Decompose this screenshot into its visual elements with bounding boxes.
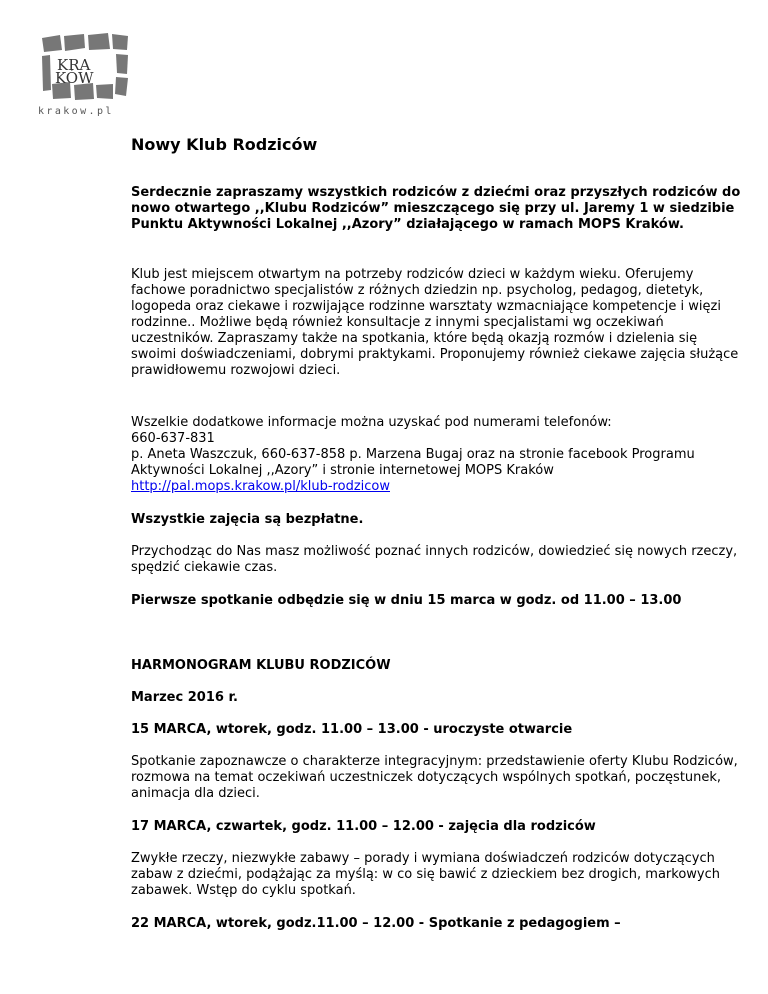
event-1-description: Spotkanie zapoznawcze o charakterze integracyjnym: przedstawienie oferty Klubu Rodziców, rozmowa na temat oczekiwań uczestniczek dotyczących wspólnych spotkań, poczęstunek, animacja dla dzieci. bbox=[131, 754, 738, 801]
about-paragraph: Klub jest miejscem otwartym na potrzeby rodziców dzieci w każdym wieku. Oferujemy fachowe poradnictwo specjalistów z różnych dziedzin np. psycholog, pedagog, dietetyk, logopeda oraz ciekawe i rozwijające rodzinne warsztaty wzmacniające kompetencje i więzi rodzinne.. Możliwe będą również konsultacje z innymi specjalistami wg oczekiwań uczestników. Zapraszamy także na spotkania, które będą okazją rozmów i dzielenia się swoimi doświadczeniami, dobrymi praktykami. Proponujemy również ciekawe zajęcia służące prawidłowemu rozwojowi dzieci. bbox=[131, 267, 739, 378]
krakow-logo bbox=[38, 30, 130, 122]
schedule-month: Marzec 2016 r. bbox=[131, 690, 238, 705]
schedule-heading: HARMONOGRAM KLUBU RODZICÓW bbox=[131, 658, 391, 673]
intro-paragraph: Serdecznie zapraszamy wszystkich rodziców z dziećmi oraz przyszłych rodziców do nowo otwartego ,,Klubu Rodziców” mieszczącego się przy ul. Jaremy 1 w siedzibie Punktu Aktywności Lokalnej ,,Azory” działającego w ramach MOPS Kraków. bbox=[131, 185, 741, 232]
logo-url: krakow.pl bbox=[38, 106, 114, 117]
event-2-description: Zwykłe rzeczy, niezwykłe zabawy – porady i wymiana doświadczeń rodziców dotyczących zabaw z dziećmi, podążając za myślą: w co się bawić z dzieckiem bez drogich, markowych zabawek. Wstęp do cyklu spotkań. bbox=[131, 851, 720, 898]
event-3-title: 22 MARCA, wtorek, godz.11.00 – 12.00 - Spotkanie z pedagogiem – bbox=[131, 916, 621, 931]
benefits-paragraph: Przychodząc do Nas masz możliwość poznać innych rodziców, dowiedzieć się nowych rzeczy, spędzić ciekawie czas. bbox=[131, 544, 738, 575]
page-title: Nowy Klub Rodziców bbox=[131, 135, 318, 154]
contact-line-1: Wszelkie dodatkowe informacje można uzyskać pod numerami telefonów: bbox=[131, 415, 612, 430]
krakow-logo-mark bbox=[38, 30, 130, 102]
first-meeting-note: Pierwsze spotkanie odbędzie się w dniu 15 marca w godz. od 11.00 – 13.00 bbox=[131, 593, 682, 608]
contact-line-3: p. Aneta Waszczuk, 660-637-858 p. Marzena Bugaj oraz na stronie facebook Programu Aktywności Lokalnej ,,Azory” i stronie internetowej MOPS Kraków bbox=[131, 447, 695, 478]
event-2-title: 17 MARCA, czwartek, godz. 11.00 – 12.00 - zajęcia dla rodziców bbox=[131, 819, 596, 834]
free-classes-note: Wszystkie zajęcia są bezpłatne. bbox=[131, 512, 364, 527]
logo-word-kow: KÓW bbox=[55, 69, 94, 87]
contact-phone: 660-637-831 bbox=[131, 431, 215, 446]
contact-paragraph bbox=[131, 415, 743, 495]
logo-word-kra: KRA bbox=[57, 56, 91, 74]
event-1-title: 15 MARCA, wtorek, godz. 11.00 – 13.00 - uroczyste otwarcie bbox=[131, 722, 573, 737]
mops-link[interactable]: http://pal.mops.krakow.pl/klub-rodzicow bbox=[131, 479, 390, 494]
